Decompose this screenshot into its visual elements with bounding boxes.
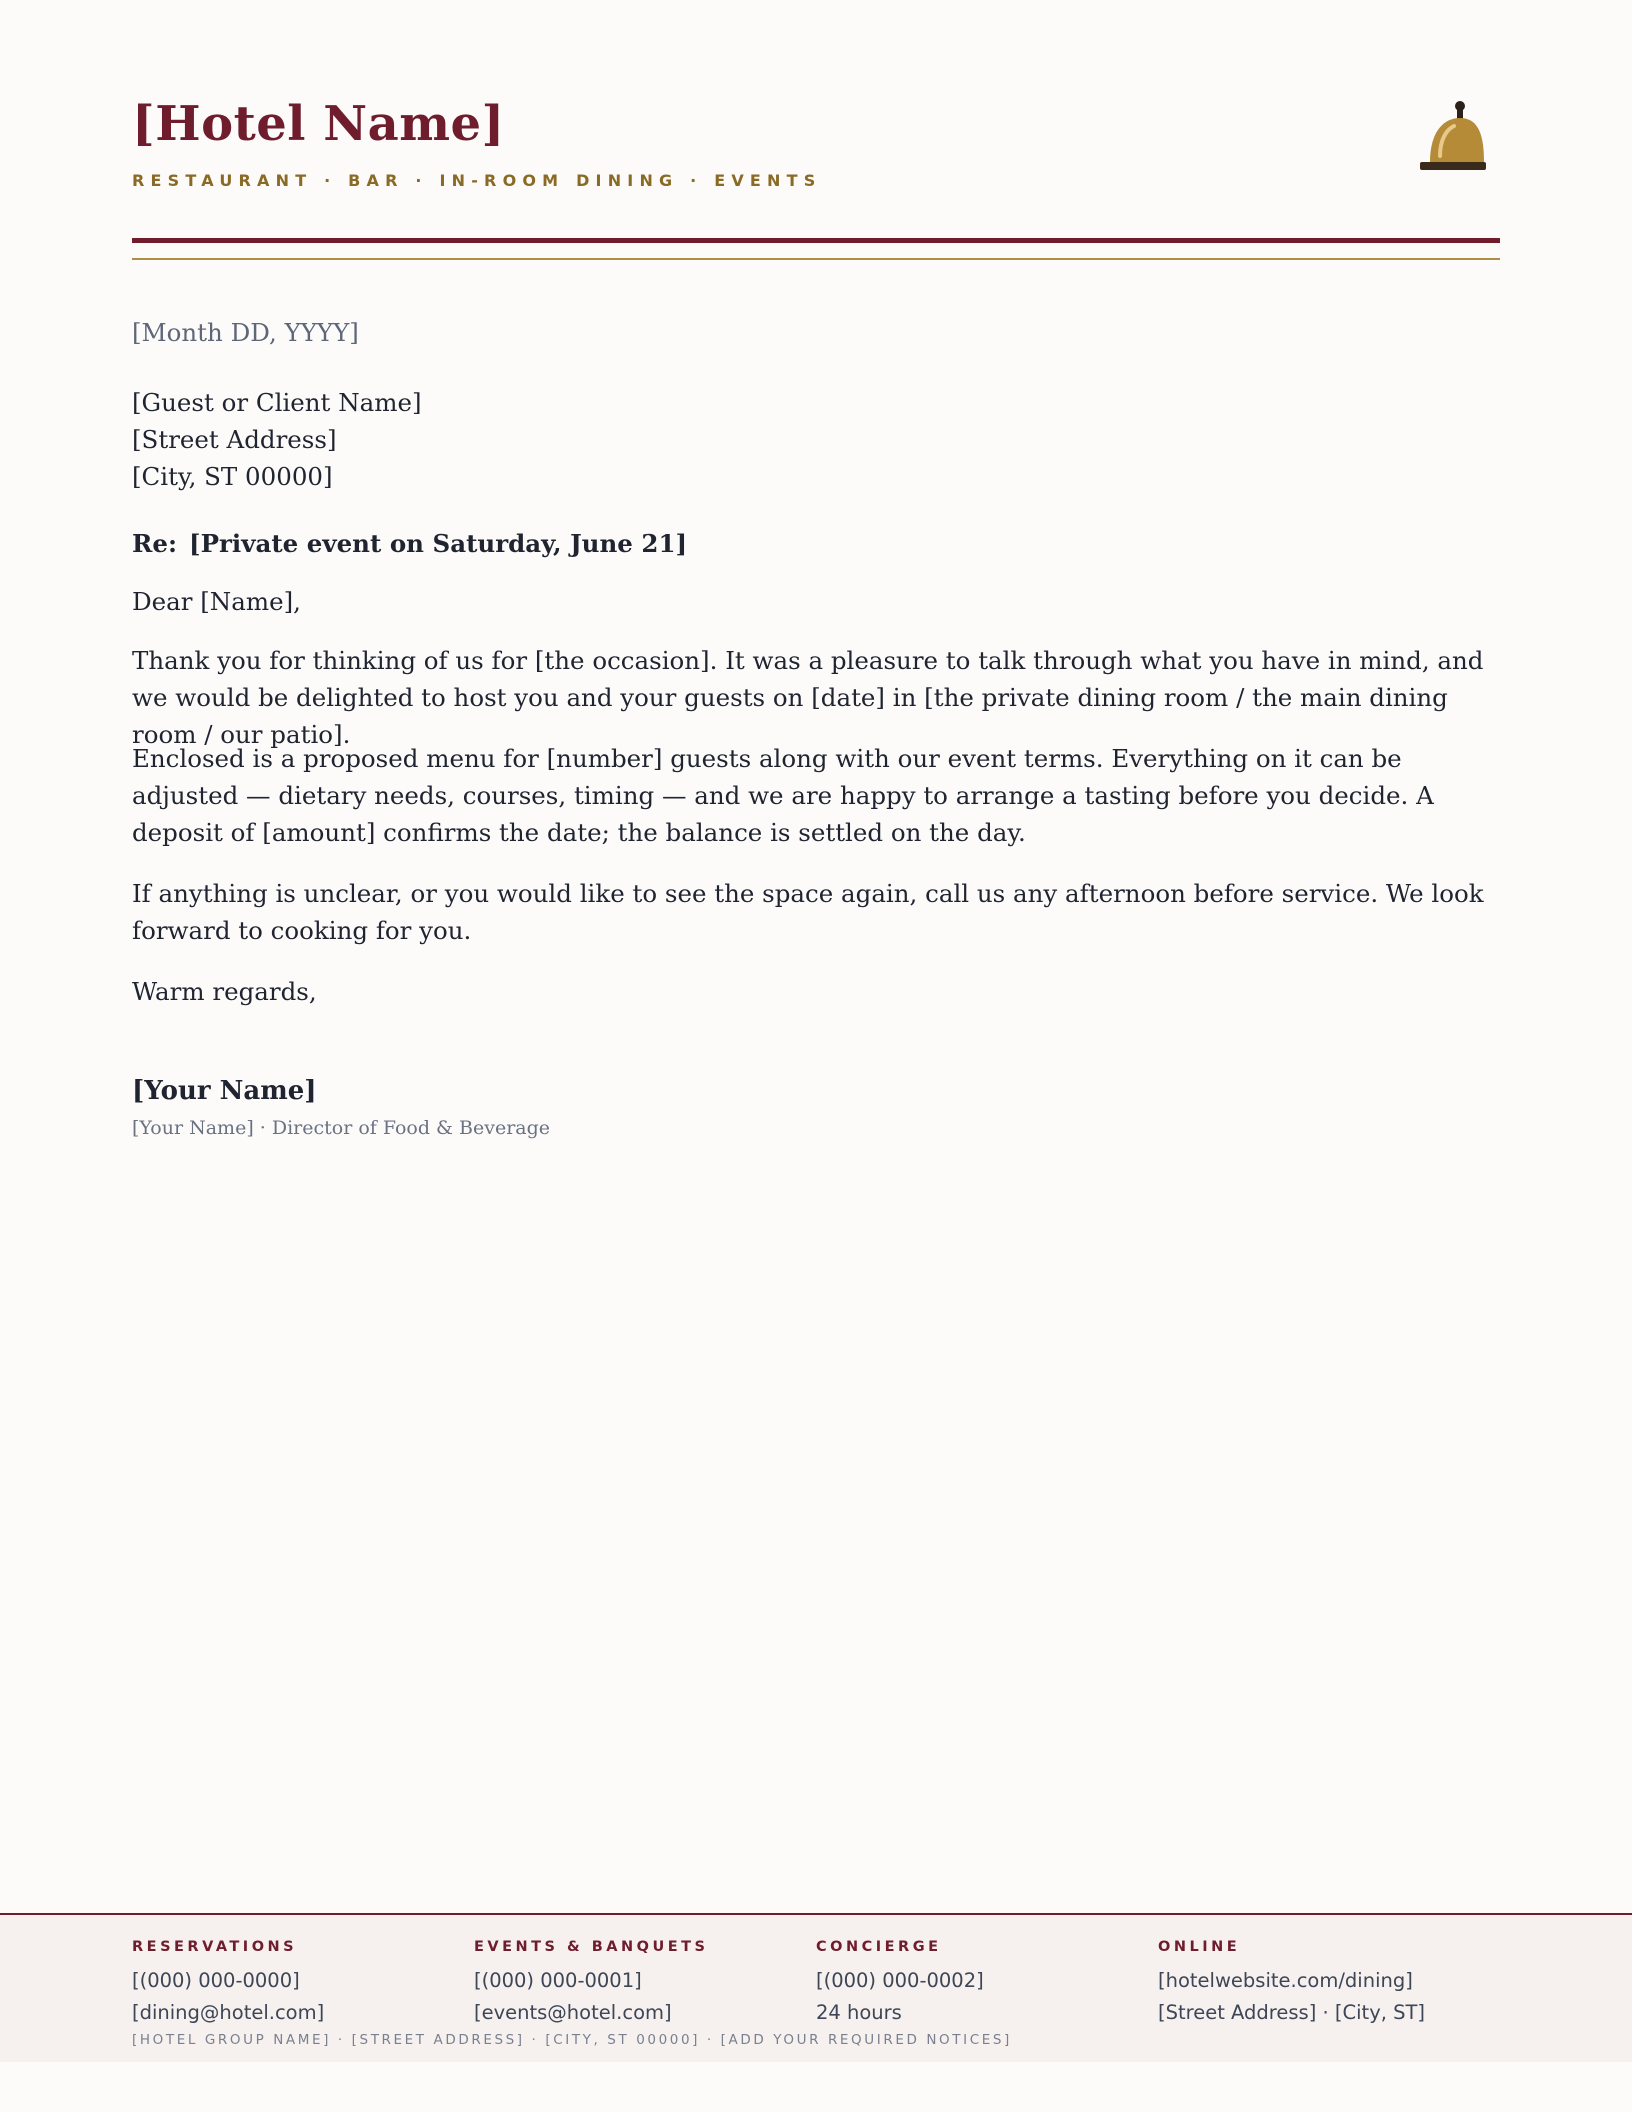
footer-line: [(000) 000-0000] bbox=[132, 1969, 300, 1992]
recipient-city: [City, ST 00000] bbox=[132, 462, 333, 491]
footer-line: [events@hotel.com] bbox=[474, 2001, 672, 2024]
paragraph-3: If anything is unclear, or you would like to see the space again, call us any afternoon before service. We look forward to cooking for you. bbox=[132, 879, 1484, 945]
hotel-name: [Hotel Name] bbox=[132, 96, 505, 152]
header-rule-secondary bbox=[132, 258, 1500, 260]
paragraph-2: Enclosed is a proposed menu for [number] guests along with our event terms. Everything on it can be adjusted — dietary needs, courses, timing — and we are happy to arrange a tasting before you decide. A deposit of [amount] confirms the date; the balance is settled on the day. bbox=[132, 744, 1434, 847]
footer-line: [dining@hotel.com] bbox=[132, 2001, 325, 2024]
footer-heading: ONLINE bbox=[1158, 1939, 1241, 1955]
footer-heading: RESERVATIONS bbox=[132, 1939, 298, 1955]
closing: Warm regards, bbox=[132, 977, 317, 1006]
recipient-street: [Street Address] bbox=[132, 425, 337, 454]
signature-title: [Your Name] · Director of Food & Beverage bbox=[132, 1117, 551, 1139]
recipient-address bbox=[132, 384, 1502, 495]
footer-column-online bbox=[1158, 1939, 1425, 2029]
footer-column-reservations bbox=[132, 1939, 324, 2029]
letter-date: [Month DD, YYYY] bbox=[132, 318, 359, 347]
subject-text: [Private event on Saturday, June 21] bbox=[189, 529, 688, 558]
footer-line: [hotelwebsite.com/dining] bbox=[1158, 1969, 1413, 1992]
footer-line: [Street Address] · [City, ST] bbox=[1158, 2001, 1426, 2024]
footer-line: 24 hours bbox=[816, 2001, 902, 2024]
header-rule-primary bbox=[132, 238, 1500, 243]
tagline: RESTAURANT · BAR · IN-ROOM DINING · EVENTS bbox=[132, 171, 822, 190]
footer-column-events bbox=[474, 1939, 709, 2029]
footer-heading: EVENTS & BANQUETS bbox=[474, 1939, 709, 1955]
subject-line bbox=[132, 525, 1502, 562]
footer-heading: CONCIERGE bbox=[816, 1939, 942, 1955]
subject-prefix: Re: bbox=[132, 529, 177, 558]
paragraph-1: Thank you for thinking of us for [the occasion]. It was a pleasure to talk through what you have in mind, and we would be delighted to host you and your guests on [date] in [the private dining room / the main dining room / our patio]. bbox=[132, 646, 1484, 749]
footer-column-concierge bbox=[816, 1939, 984, 2029]
footer-notice: [HOTEL GROUP NAME] · [STREET ADDRESS] · [CITY, ST 00000] · [ADD YOUR REQUIRED NOTICES] bbox=[132, 2032, 1012, 2048]
footer bbox=[0, 1913, 1632, 2062]
service-bell-icon bbox=[1416, 98, 1488, 182]
footer-line: [(000) 000-0001] bbox=[474, 1969, 642, 1992]
footer-line: [(000) 000-0002] bbox=[816, 1969, 984, 1992]
signature-name: [Your Name] bbox=[132, 1076, 317, 1106]
greeting: Dear [Name], bbox=[132, 587, 301, 616]
recipient-name: [Guest or Client Name] bbox=[132, 388, 422, 417]
